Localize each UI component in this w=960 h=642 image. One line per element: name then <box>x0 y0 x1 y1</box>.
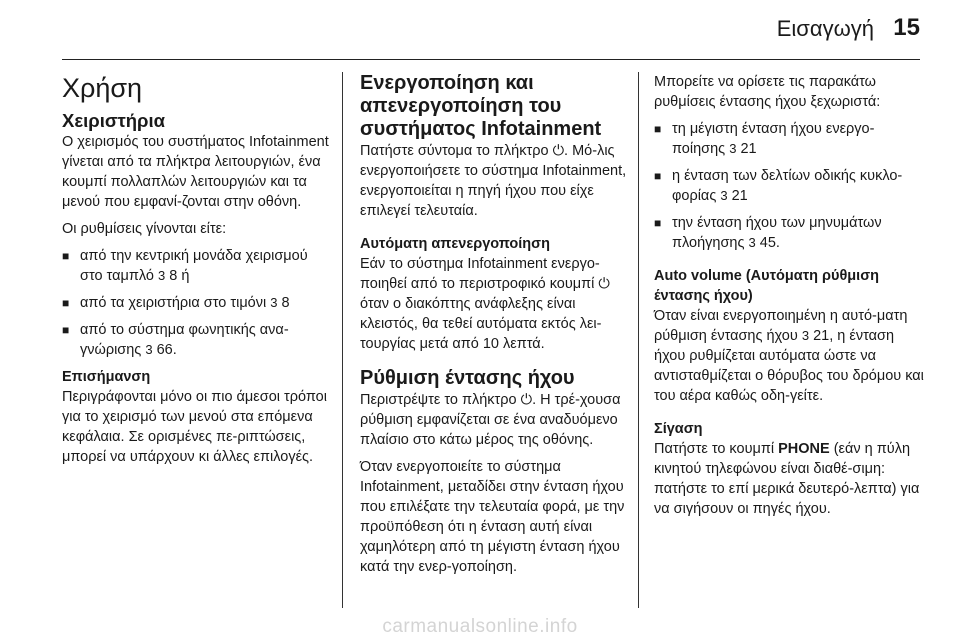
controls-text: Ο χειρισμός του συστήματος Infotainment γίνεται από τα πλήκτρα λειτουργιών, ένα κουμπί πολλαπλών λειτουργιών και τα μενού που εμφανί-ζονται στην οθόνη. <box>62 134 329 210</box>
page-ref: 66. <box>156 342 177 358</box>
column-divider-right <box>638 72 639 608</box>
page-number: 15 <box>893 14 920 41</box>
bullet-icon: ■ <box>62 249 70 263</box>
page-ref-icon: 3 <box>801 328 810 343</box>
onoff-text: Πατήστε σύντομα το πλήκτρο ⏻. Μό-λις ενεργοποιήσετε το σύστημα Infotainment, ενεργοποιείται η πηγή ήχου που είχε επιλεγεί τελευταία. <box>360 143 627 219</box>
list-item <box>62 246 332 286</box>
list-item-text: από την κεντρική μονάδα χειρισμού στο ταμπλό <box>80 248 308 284</box>
list-item <box>654 119 926 159</box>
page-header <box>0 0 960 62</box>
mute-heading: Σίγαση <box>654 421 703 437</box>
usage-title: Χρήση <box>62 73 143 103</box>
power-icon: ⏻ <box>520 392 533 408</box>
page-ref-icon: 3 <box>748 235 756 250</box>
power-icon: ⏻ <box>598 276 610 292</box>
page-ref: 45. <box>759 235 780 251</box>
page-ref-icon: 3 <box>720 188 728 203</box>
controls-heading: Χειριστήρια <box>62 110 166 131</box>
auto-off-heading: Αυτόματη απενεργοποίηση <box>360 236 550 252</box>
column-divider-left <box>342 72 343 608</box>
note-text: Περιγράφονται μόνο οι πιο άμεσοι τρόποι για το χειρισμό των μενού στα επόμενα κεφάλαια. Σε ορισμένες πε-ριπτώσεις, μπορεί να υπάρχουν κι άλλες επιλογές. <box>62 389 327 465</box>
column-usage <box>62 72 332 474</box>
section-title: Εισαγωγή <box>776 16 874 41</box>
page-ref-icon: 3 <box>145 342 153 357</box>
auto-off-text: Εάν το σύστημα Infotainment ενεργο-ποιηθεί από το περιστροφικό κουμπί ⏻ όταν ο διακόπτης ανάφλεξης είναι κλειστός, θα τεθεί αυτόματα εκτός λει-τουργίας μετά από 10 λεπτά. <box>360 256 610 352</box>
page-ref: 8 ή <box>169 268 190 284</box>
page-ref: 8 <box>281 295 290 311</box>
watermark: carmanualsonline.info <box>382 616 578 637</box>
volume-settings-intro: Μπορείτε να ορίσετε τις παρακάτω ρυθμίσεις έντασης ήχου ξεχωριστά: <box>654 74 881 110</box>
header-divider <box>62 59 920 60</box>
column-power-volume <box>360 72 630 584</box>
mute-text: Πατήστε το κουμπί PHONE (εάν η πύλη κινητού τηλεφώνου είναι διαθέ-σιμη: πατήστε το επί μερικά δευτερό-λεπτα) για να σιγήσουν οι πηγές ήχου. <box>654 441 920 517</box>
settings-intro: Οι ρυθμίσεις γίνονται είτε: <box>62 221 227 237</box>
list-item-text: η ένταση των δελτίων οδικής κυκλο-φορίας <box>672 168 903 204</box>
list-item-text: τη μέγιστη ένταση ήχου ενεργο-ποίησης <box>672 121 875 157</box>
page-ref-icon: 3 <box>729 141 737 156</box>
note-heading: Επισήμανση <box>62 369 151 385</box>
list-item <box>654 166 926 206</box>
list-item-text: από το σύστημα φωνητικής ανα-γνώρισης <box>80 322 289 358</box>
list-item <box>654 213 926 253</box>
volume-heading: Ρύθμιση έντασης ήχου <box>360 367 575 389</box>
page-ref: 21 <box>731 188 748 204</box>
bullet-icon: ■ <box>62 323 70 337</box>
bullet-icon: ■ <box>654 216 662 230</box>
volume-text: Περιστρέψτε το πλήκτρο ⏻. Η τρέ-χουσα ρύθμιση εμφανίζεται σε ένα αναδυόμενο πλαίσιο στο κάτω μέρος της οθόνης. <box>360 392 621 448</box>
page-ref-icon: 3 <box>270 295 278 310</box>
volume-text-2: Όταν ενεργοποιείτε το σύστημα Infotainment, μεταδίδει στην ένταση ήχου που επιλέξατε την τελευταία φορά, με την προϋπόθεση ότι η ένταση αυτή είναι χαμηλότερη από τη μέγιστη ένταση ήχου κατά την ενερ-γοποίηση. <box>360 459 625 575</box>
onoff-heading: Ενεργοποίηση και απενεργοποίηση του συστήματος Infotainment <box>360 72 602 140</box>
auto-volume-text: Όταν είναι ενεργοποιημένη η αυτό-ματη ρύθμιση έντασης ήχου 3 21, η ένταση ήχου ρυθμίζεται αυτόματα ώστε να αντισταθμίζεται ο θόρυβος του δρόμου και του αέρα καθώς οδη-γείτε. <box>654 308 924 404</box>
auto-volume-heading: Auto volume (Αυτόματη ρύθμιση έντασης ήχου) <box>654 268 879 304</box>
page-ref-icon: 3 <box>157 268 166 283</box>
phone-button-label: PHONE <box>778 441 830 457</box>
list-item <box>62 320 332 360</box>
bullet-icon: ■ <box>654 122 662 136</box>
list-item-text: την ένταση ήχου των μηνυμάτων πλοήγησης <box>672 215 882 251</box>
bullet-icon: ■ <box>62 296 70 310</box>
list-item <box>62 293 332 313</box>
page-ref: 21 <box>740 141 757 157</box>
bullet-icon: ■ <box>654 169 662 183</box>
list-item-text: από τα χειριστήρια στο τιμόνι <box>80 295 267 311</box>
power-icon: ⏻ <box>552 143 565 159</box>
column-volume-settings <box>654 72 926 526</box>
